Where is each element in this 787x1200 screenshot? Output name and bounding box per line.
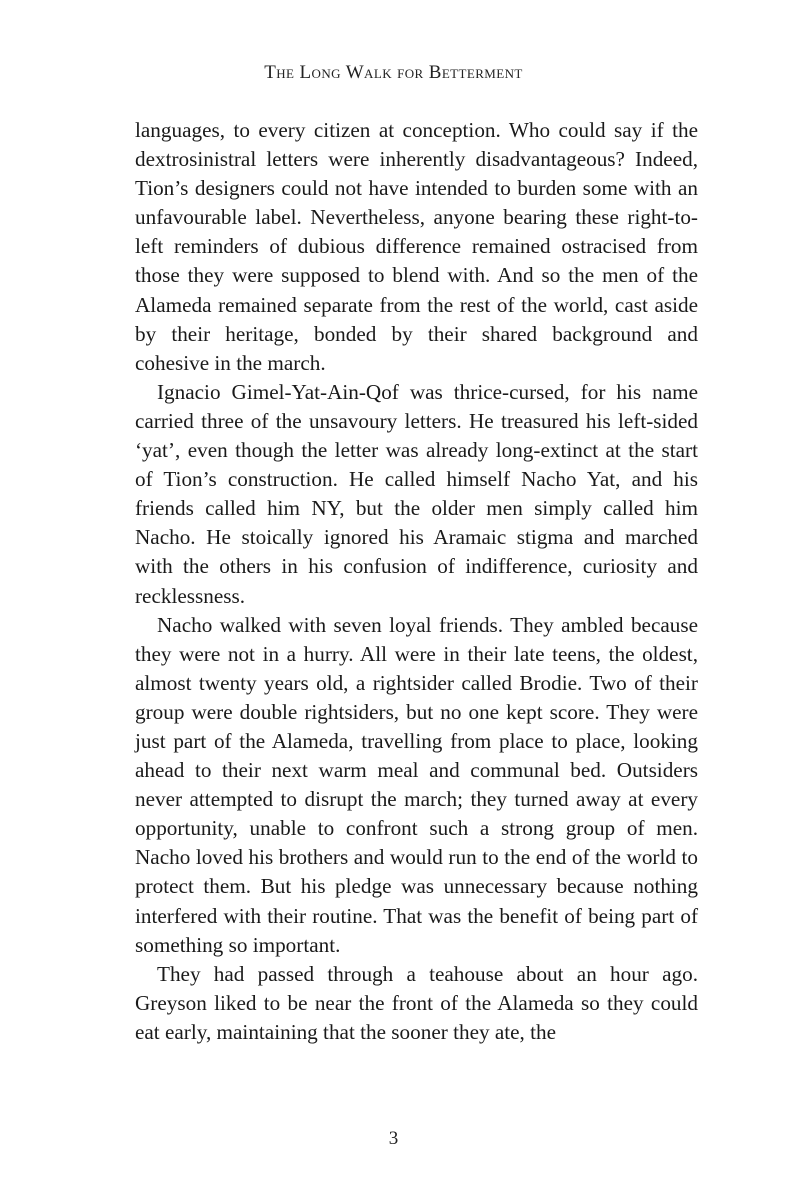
page-number: 3	[388, 1128, 399, 1149]
body-text	[135, 116, 698, 1047]
paragraph: They had passed through a teahouse about an hour ago. Greyson liked to be near the front of the Alameda so they could eat early, maintaining that the sooner they ate, the	[135, 961, 698, 1044]
paragraph: Nacho walked with seven loyal friends. They ambled because they were not in a hurry. All were in their late teens, the oldest, almost twenty years old, a rightsider called Brodie. Two of their group were double rightsiders, but no one kept score. They were just part of the Alameda, travelling from place to place, looking ahead to their next warm meal and communal bed. Outsiders never attempted to disrupt the march; they turned away at every opportunity, unable to confront such a strong group of men. Nacho loved his brothers and would run to the end of the world to protect them. But his pledge was unnecessary because nothing interfered with their routine. That was the benefit of being part of something so important.	[135, 612, 698, 957]
paragraph-continued: languages, to every citizen at conception. Who could say if the dextrosinistral letters were inherently disadvantageous? Indeed, Tion’s designers could not have intended to burden some with an unfavourable label. Nevertheless, anyone bearing these right-to-left reminders of dubious difference remained ostracised from those they were supposed to blend with. And so the men of the Alameda remained separate from the rest of the world, cast aside by their heritage, bonded by their shared background and cohesive in the march.	[135, 118, 698, 375]
paragraph: Ignacio Gimel-Yat-Ain-Qof was thrice-cursed, for his name carried three of the unsavoury letters. He treasured his left-sided ‘yat’, even though the letter was already long-extinct at the start of Tion’s construction. He called himself Nacho Yat, and his friends called him NY, but the older men simply called him Nacho. He stoically ignored his Aramaic stigma and marched with the others in his confusion of indifference, curiosity and recklessness.	[135, 379, 698, 608]
running-header: The Long Walk for Betterment	[264, 62, 523, 83]
